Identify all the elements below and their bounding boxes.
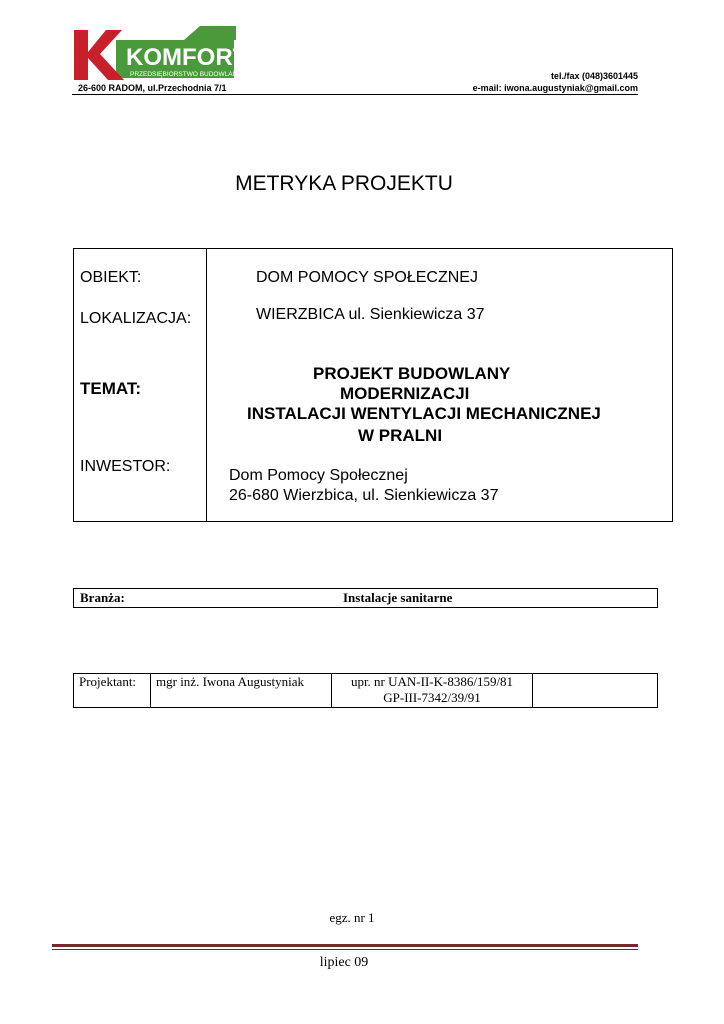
lokalizacja-value: WIERZBICA ul. Sienkiewicza 37 <box>256 306 485 323</box>
document-date: lipiec 09 <box>319 955 369 970</box>
document-title: METRYKA PROJEKTU <box>235 172 453 195</box>
temat-line-4: W PRALNI <box>358 426 443 445</box>
logo-text: KOMFORT <box>126 44 236 71</box>
inwestor-line-2: 26-680 Wierzbica, ul. Sienkiewicza 37 <box>229 487 499 504</box>
temat-line-1: PROJEKT BUDOWLANY <box>313 364 511 383</box>
inwestor-line-1: Dom Pomocy Społecznej <box>229 467 408 484</box>
footer-rule-thin <box>52 949 638 950</box>
uprawnienia-line-2: GP-III-7342/39/91 <box>383 690 481 705</box>
inwestor-label: INWESTOR: <box>80 458 171 475</box>
projektant-label: Projektant: <box>74 674 151 708</box>
obiekt-label: OBIEKT: <box>80 269 142 286</box>
footer-rule-thick <box>52 944 638 947</box>
lokalizacja-label: LOKALIZACJA: <box>80 310 192 327</box>
obiekt-value: DOM POMOCY SPOŁECZNEJ <box>256 269 478 286</box>
header-divider <box>72 94 638 95</box>
metadata-column-divider <box>206 248 207 522</box>
company-logo <box>72 26 236 82</box>
company-telfax: tel./fax (048)3601445 <box>550 71 638 81</box>
projektant-uprawnienia <box>332 674 533 708</box>
copy-number: egz. nr 1 <box>329 910 375 925</box>
temat-label: TEMAT: <box>80 379 142 398</box>
projektant-row <box>74 674 658 708</box>
branza-label: Branża: <box>80 590 125 605</box>
temat-line-2: MODERNIZACJI <box>340 384 470 403</box>
logo-subtitle: PRZEDSIĘBIORSTWO BUDOWLANE <box>130 71 236 78</box>
temat-line-3: INSTALACJI WENTYLACJI MECHANICZNEJ <box>247 404 601 423</box>
uprawnienia-line-1: upr. nr UAN-II-K-8386/159/81 <box>350 674 514 689</box>
company-address: 26-600 RADOM, ul.Przechodnia 7/1 <box>78 83 227 93</box>
signature-cell <box>533 674 658 708</box>
company-email: e-mail: iwona.augustyniak@gmail.com <box>472 83 638 93</box>
projektant-name: mgr inż. Iwona Augustyniak <box>151 674 332 708</box>
branza-value: Instalacje sanitarne <box>343 590 453 605</box>
komfort-logo-graphic <box>72 26 236 82</box>
projektant-table <box>73 673 658 708</box>
